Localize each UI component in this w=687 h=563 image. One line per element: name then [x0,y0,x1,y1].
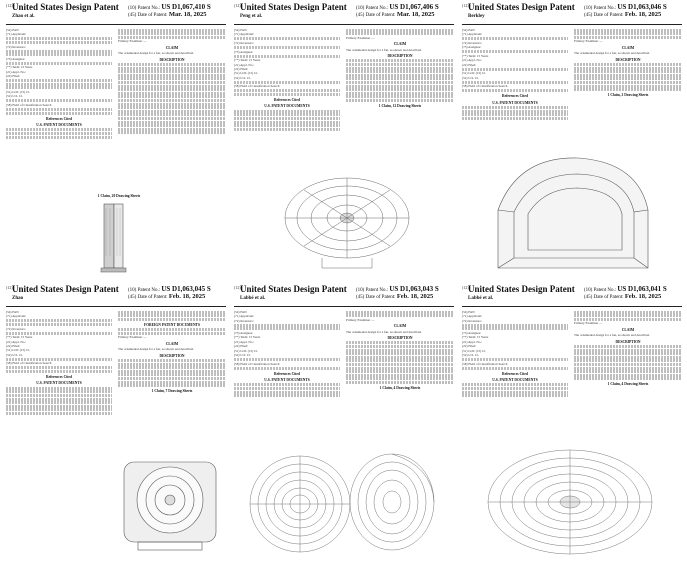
header-author: Labbé et al. [240,296,266,301]
desk-fan-drawing-icon [116,452,224,556]
patent-page-1 [4,0,228,280]
patent-header: (12) United States Design Patent Berkley (10) Patent No.: US D1,063,046 S (45) Date of Patent: Feb. 18, 2025 [460,2,684,26]
header-author: Peng et al. [240,14,263,19]
fan-housing-drawing-icon [488,150,658,274]
right-column: Primary Examiner — CLAIM The ornamental design for a fan, as shown and described. DESCRIPTION 1 Claim, 4 Drawing Sheets [574,310,682,387]
left-column: (54) FAN (71) Applicant: (72) Inventors: (73) Assignee: (**) Term: 15 Years (21) Appl. No.: (22) Filed: (51) LOC (15) Cl. (52) U.S. Cl. (58) Field of Classification Search References Cited U.S. PATENT DOCUMENTS [234,28,340,131]
drawing-sheets-label: 1 Claim, 4 Drawing Sheets [607,382,649,387]
patent-header: (12) United States Design Patent Zhao (10) Patent No.: US D1,063,045 S (45) Date of Patent: Feb. 18, 2025 [4,284,228,308]
fan-grille-drawing-icon [242,446,442,558]
header-rule [462,24,682,25]
patent-header: (12) United States Design Patent Peng et al. (10) Patent No.: US D1,067,406 S (45) Date of Patent: Mar. 18, 2025 [232,2,456,26]
left-column: (54) FAN (71) Applicant: (72) Inventors: (**) Term: 15 Years (21) Appl. No.: (22) Filed: (51) LOC (15) Cl. (52) U.S. Cl. (58) Field of Classification Search References Cited U.S. PATENT DOCUMENTS [6,310,112,416]
patent-page-6 [460,282,684,562]
patent-header: (12) United States Design Patent Labbé et al. (10) Patent No.: US D1,063,041 S (45) Date of Patent: Feb. 18, 2025 [460,284,684,308]
left-column: (54) FAN (71) Applicant: (72) Inventors: (73) Assignee: (**) Term: 15 Years (21) Appl. No.: (22) Filed: (51) LOC (15) Cl. (52) U.S. Cl. (58) Field of Classification Search References Cited U.S. PATENT DOCUMENTS [462,310,568,398]
header-author: Zhao [12,296,24,301]
header-author: Berkley [468,14,485,19]
drawing-sheets-label: 1 Claim, 12 Drawing Sheets [378,103,422,108]
header-title: United States Design Patent [468,2,575,12]
header-title: United States Design Patent [468,284,575,294]
header-rule [6,306,226,307]
header-author: Zhao et al. [12,14,35,19]
patent-number: (10) Patent No.: US D1,063,041 S [584,285,667,293]
patent-number: (10) Patent No.: US D1,067,406 S [356,3,439,11]
right-column: Primary Examiner — CLAIM The ornamental design for a fan, as shown and described. DESCRIPTION 1 Claim, 12 Drawing Sheets [346,28,454,108]
patent-number: (10) Patent No.: US D1,063,046 S [584,3,667,11]
right-column: Primary Examiner — CLAIM The ornamental design for a fan, as shown and described. DESCRIPTION 1 Claim, 4 Drawing Sheets [346,310,454,390]
header-rule [234,306,454,307]
fan-grille-drawing-icon [478,442,668,558]
patent-number: (10) Patent No.: US D1,067,410 S [128,3,211,11]
patent-date: (45) Date of Patent: Feb. 18, 2025 [584,293,662,300]
header-title: United States Design Patent [12,2,119,12]
patent-page-2 [232,0,456,280]
drawing-sheets-label: 1 Claim, 2 Drawing Sheets [607,93,649,98]
patent-date: (45) Date of Patent: Mar. 18, 2025 [128,11,207,18]
patent-header: (12) United States Design Patent Labbé et al. (10) Patent No.: US D1,063,043 S (45) Date of Patent: Feb. 18, 2025 [232,284,456,308]
header-title: United States Design Patent [12,284,119,294]
left-column: (54) FAN (71) Applicant: (72) Inventors: (73) Assignee: (**) Term: 15 Years (21) Appl. No.: (22) Filed: (51) LOC (15) Cl. (52) U.S. Cl. (58) Field of Classification Search References Cited U.S. PATENT DOCUMENTS [6,28,112,139]
patent-header: (12) United States Design Patent Zhao et al. (10) Patent No.: US D1,067,410 S (45) Date of Patent: Mar. 18, 2025 [4,2,228,26]
patent-page-5 [232,282,456,562]
header-rule [234,24,454,25]
patent-date: (45) Date of Patent: Mar. 18, 2025 [356,11,435,18]
patent-page-4 [4,282,228,562]
patent-number: (10) Patent No.: US D1,063,045 S [128,285,211,293]
tower-fan-drawing-icon [64,196,174,276]
drawing-sheets-label: 1 Claim, 7 Drawing Sheets [151,389,193,394]
patent-number: (10) Patent No.: US D1,063,043 S [356,285,439,293]
left-column: (54) FAN (71) Applicant: (72) Inventors: (73) Assignee: (**) Term: 15 Years (21) Appl. No.: (22) Filed: (51) LOC (15) Cl. (52) U.S. Cl. (58) Field of Classification Search References Cited U.S. PATENT DOCUMENTS [234,310,340,398]
right-column: FOREIGN PATENT DOCUMENTS Primary Examiner — CLAIM The ornamental design for a fan, as shown and described. DESCRIPTION 1 Claim, 7 Drawing Sheets [118,310,226,394]
drawing-sheets-label: 1 Claim, 4 Drawing Sheets [379,385,421,390]
patent-date: (45) Date of Patent: Feb. 18, 2025 [584,11,662,18]
right-column: Primary Examiner — CLAIM The ornamental design for a fan, as shown and described. DESCRIPTION 1 Claim, 2 Drawing Sheets [574,28,682,98]
right-column: Primary Examiner — CLAIM The ornamental design for a fan, as shown and described. DESCRIPTION [118,28,226,135]
header-rule [462,306,682,307]
header-title: United States Design Patent [240,2,347,12]
patent-date: (45) Date of Patent: Feb. 18, 2025 [128,293,206,300]
left-column: (54) FAN (71) Applicant: (72) Inventors: (73) Assignee: (**) Term: 15 Years (21) Appl. No.: (22) Filed: (51) LOC (15) Cl. (52) U.S. Cl. (58) Field of Classification Search References Cited U.S. PATENT DOCUMENTS [462,28,568,121]
header-title: United States Design Patent [240,284,347,294]
header-rule [6,24,226,25]
patent-page-3 [460,0,684,280]
patent-date: (45) Date of Patent: Feb. 18, 2025 [356,293,434,300]
drawing-sheets-label: 1 Claim, 20 Drawing Sheets [97,194,141,198]
header-author: Labbé et al. [468,296,494,301]
fan-cage-drawing-icon [262,166,432,274]
